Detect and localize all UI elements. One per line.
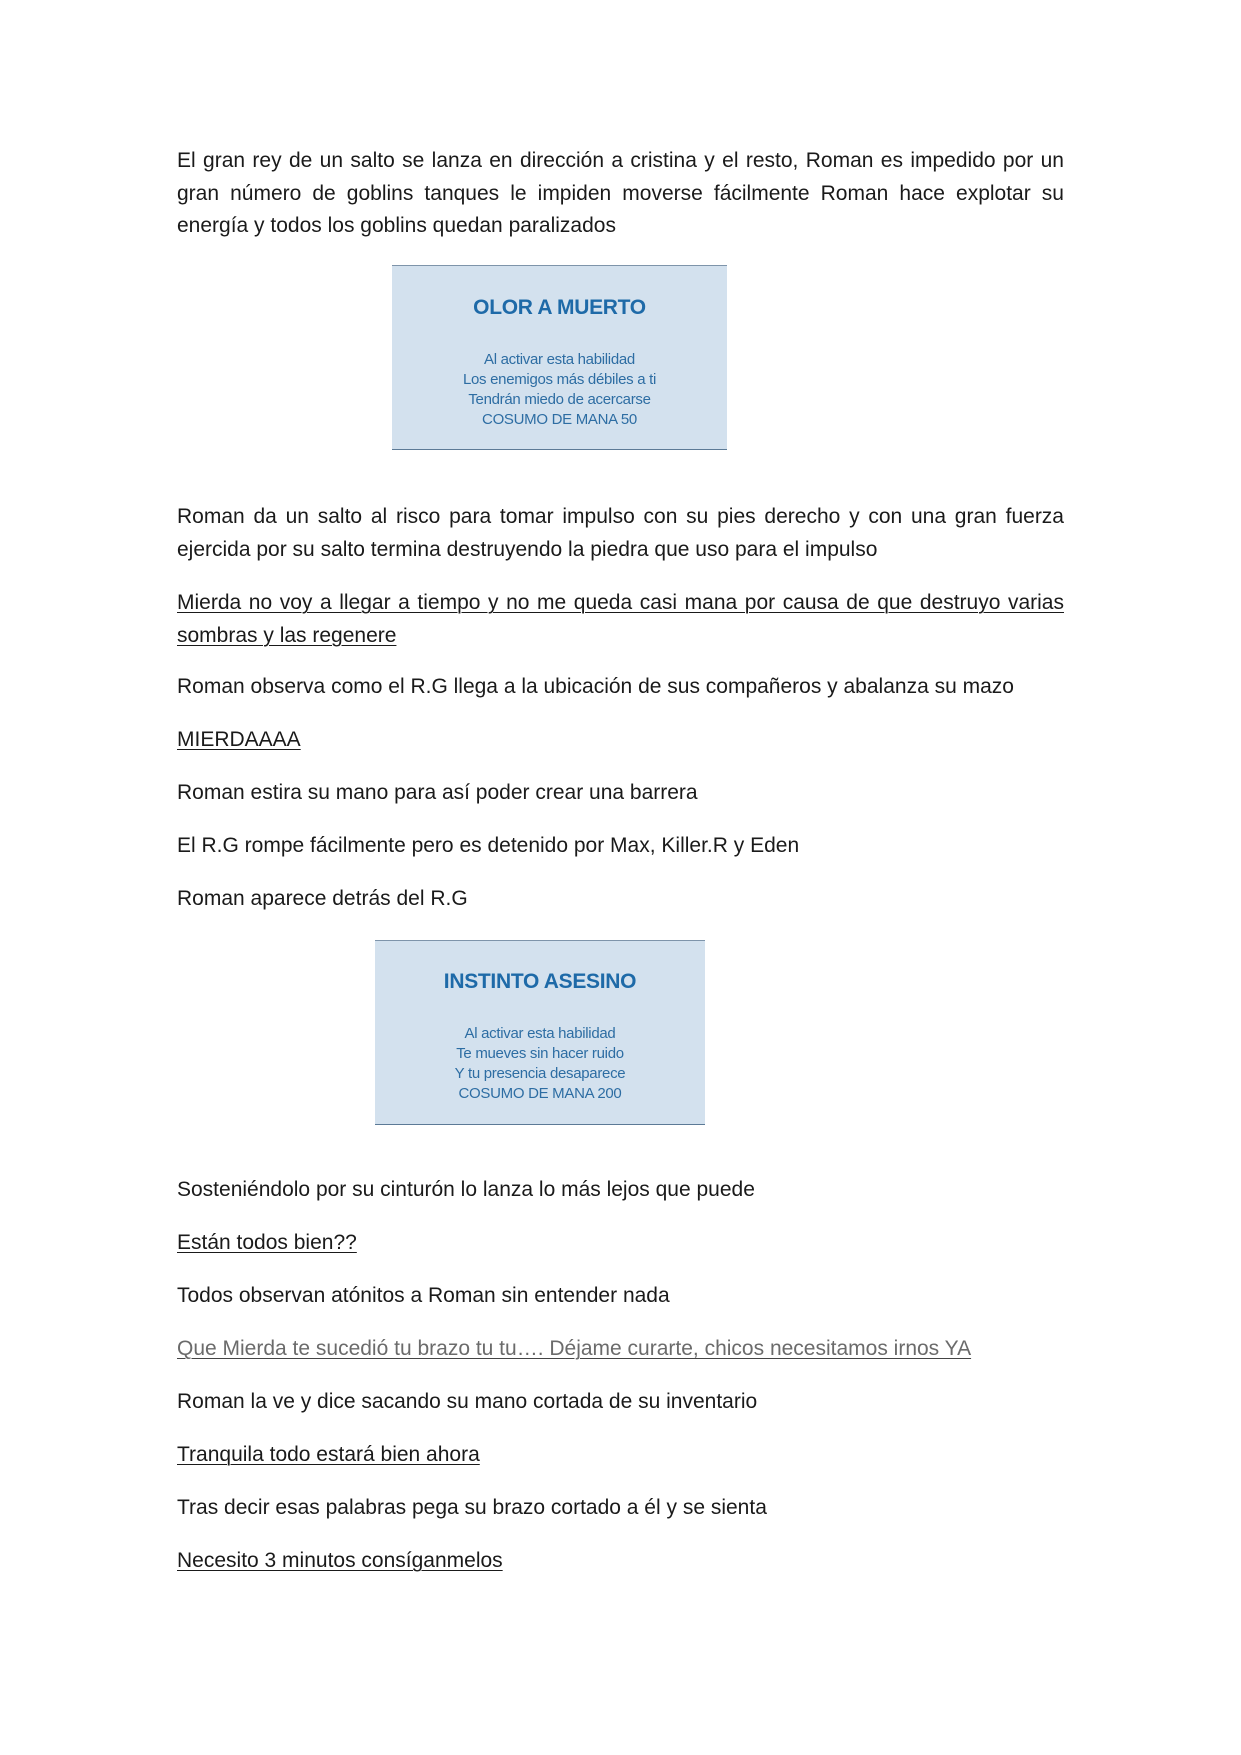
skill-title: OLOR A MUERTO [473,296,646,319]
narration-paragraph: Todos observan atónitos a Roman sin entender nada [177,1284,670,1307]
skill-line: Al activar esta habilidad [484,351,635,368]
dialogue-line [177,1333,1064,1366]
skill-line: Tendrán miedo de acercarse [468,391,651,408]
dialogue-text: Necesito 3 minutos consíganmelos [177,1549,503,1572]
skill-line: Al activar esta habilidad [464,1025,616,1042]
narration-paragraph: Roman da un salto al risco para tomar impulso con su pies derecho y con una gran fuerza ejercida por su salto termina destruyendo la piedra que uso para el impulso [177,505,1064,561]
skill-line: COSUMO DE MANA 50 [482,411,637,428]
narration-paragraph: Sosteniéndolo por su cinturón lo lanza lo más lejos que puede [177,1178,755,1201]
narration-paragraph: Roman observa como el R.G llega a la ubicación de sus compañeros y abalanza su mazo [177,675,1014,698]
skill-line: Y tu presencia desaparece [454,1065,626,1082]
narration-paragraph: Roman aparece detrás del R.G [177,887,468,910]
dialogue-text: Tranquila todo estará bien ahora [177,1443,480,1466]
dialogue-text: MIERDAAAA [177,728,301,751]
dialogue-line: Mierda no voy a llegar a tiempo y no me queda casi mana por causa de que destruyo varias sombras y las regenere [177,591,1064,647]
narration-paragraph: El R.G rompe fácilmente pero es detenido por Max, Killer.R y Eden [177,834,800,857]
skill-card-instinto-asesino [375,940,705,1125]
narration-paragraph: Roman la ve y dice sacando su mano cortada de su inventario [177,1390,758,1413]
skill-line: Te mueves sin hacer ruido [456,1045,624,1062]
narration-paragraph: Tras decir esas palabras pega su brazo cortado a él y se sienta [177,1496,767,1519]
dialogue-line [177,724,1064,757]
narration-paragraph: El gran rey de un salto se lanza en dirección a cristina y el resto, Roman es impedido por un gran número de goblins tanques le impiden moverse fácilmente Roman hace explotar su energía y todos los goblins quedan paralizados [177,149,1064,237]
skill-line: COSUMO DE MANA 200 [458,1085,622,1102]
dialogue-line [177,1227,1064,1260]
skill-title: INSTINTO ASESINO [443,970,637,993]
dialogue-line [177,1439,1064,1472]
dialogue-line [177,1545,1064,1578]
skill-description [375,1024,705,1104]
dialogue-text: Están todos bien?? [177,1231,357,1254]
dialogue-text: Que Mierda te sucedió tu brazo tu tu…. Déjame curarte, chicos necesitamos irnos YA [177,1337,972,1360]
skill-card-olor-a-muerto [392,265,727,450]
skill-description [392,350,727,430]
skill-line: Los enemigos más débiles a ti [462,371,657,388]
narration-paragraph: Roman estira su mano para así poder crear una barrera [177,781,698,804]
